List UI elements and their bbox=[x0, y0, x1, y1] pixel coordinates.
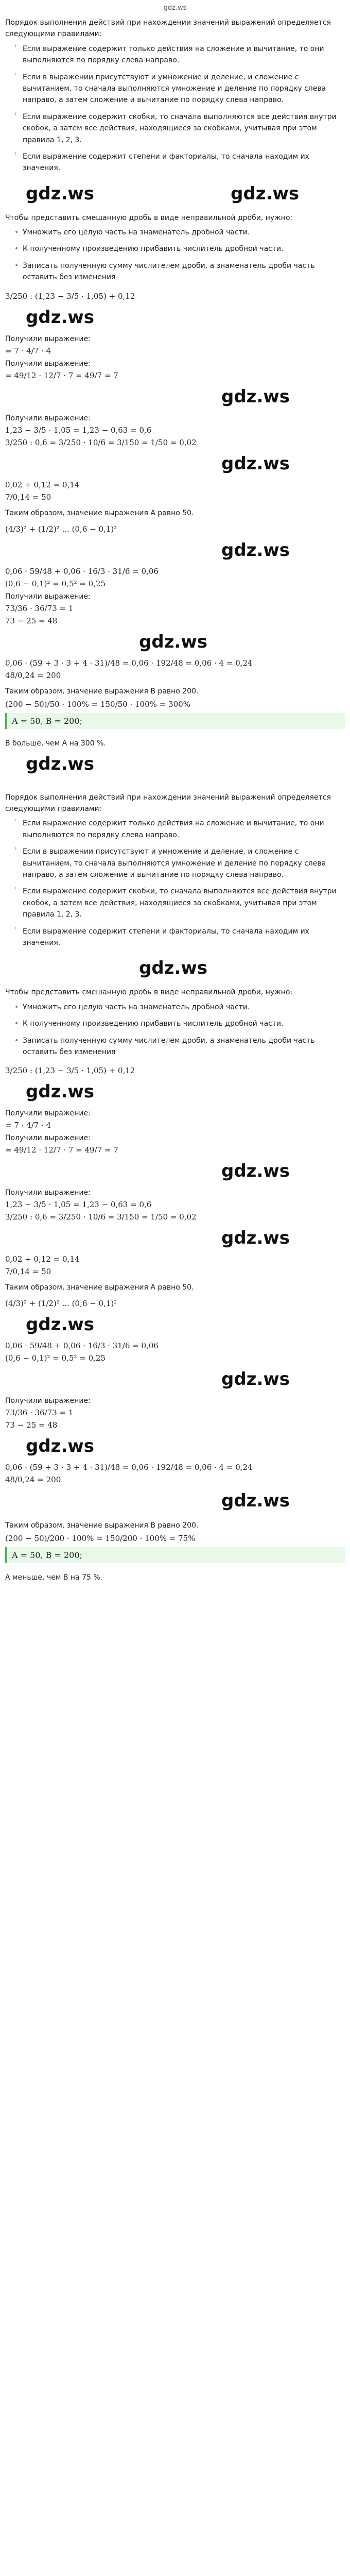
watermark: gdz.ws bbox=[26, 753, 95, 774]
watermark: gdz.ws bbox=[221, 1490, 290, 1512]
rule-item: ¹ Если выражение содержит скобки, то сначала выполняются все действия внутри скобок, а затем все действия, находящиеся за скобками, учитывая при этом правила 1, 2, 3. bbox=[14, 111, 345, 146]
rule-item: ¹ Если выражение содержит степени и факториалы, то сначала находим их значения. bbox=[14, 151, 345, 174]
fraction-intro: Чтобы представить смешанную дробь в виде неправильной дроби, нужно: bbox=[5, 988, 293, 997]
step-item: • Записать полученную сумму числителем дроби, а знаменатель дроби часть оставить без изменения bbox=[14, 1035, 345, 1058]
answer-box bbox=[5, 713, 345, 729]
section-two bbox=[5, 792, 345, 1582]
math-line: 7/0,14 = 50 bbox=[5, 492, 51, 502]
watermark: gdz.ws bbox=[26, 1436, 95, 1457]
watermark: gdz.ws bbox=[26, 307, 95, 328]
got-label: Получили выражение: bbox=[5, 592, 91, 601]
math-line: 0,02 + 0,12 = 0,14 bbox=[5, 1255, 80, 1264]
math-line: 3/250 : (1,23 − 3/5 · 1,05) + 0,12 bbox=[5, 1066, 135, 1076]
step-item: • Умножить его целую часть на знаменатель дробной части. bbox=[14, 1002, 345, 1013]
got-label: Получили выражение: bbox=[5, 359, 91, 368]
watermark: gdz.ws bbox=[231, 183, 300, 204]
math-line: (0,6 − 0,1)² = 0,5² = 0,25 bbox=[5, 1353, 106, 1363]
watermark: gdz.ws bbox=[221, 1369, 290, 1390]
math-line: 3/250 : (1,23 − 3/5 · 1,05) + 0,12 bbox=[5, 291, 135, 301]
got-label: Получили выражение: bbox=[5, 414, 91, 422]
got-label: Получили выражение: bbox=[5, 1134, 91, 1143]
math-line: = 7 · 4/7 · 4 bbox=[5, 1121, 51, 1130]
math-line: 73/36 · 36/73 = 1 bbox=[5, 603, 74, 613]
math-line: 0,02 + 0,12 = 0,14 bbox=[5, 480, 80, 489]
rules-list bbox=[5, 43, 345, 174]
math-a-block bbox=[5, 1066, 345, 1276]
math-line: 3/250 : 0,6 = 3/250 · 10/6 = 3/150 = 1/50 = 0,02 bbox=[5, 437, 197, 447]
watermark: gdz.ws bbox=[221, 453, 290, 474]
watermark: gdz.ws bbox=[26, 1314, 95, 1335]
math-line: 0,06 · (59 + 3 · 3 + 4 · 31)/48 = 0,06 · 192/48 = 0,06 · 4 = 0,24 bbox=[5, 658, 253, 668]
math-line: 3/250 : 0,6 = 3/250 · 10/6 = 3/150 = 1/50 = 0,02 bbox=[5, 1212, 197, 1222]
answer-box bbox=[5, 1547, 345, 1563]
rules-list bbox=[5, 818, 345, 948]
percent-line: (200 − 50)/200 · 100% = 150/200 · 100% = 75% bbox=[5, 1534, 196, 1544]
answer-less: A меньше, чем B на 75 %. bbox=[5, 1573, 103, 1582]
math-line: 73 − 25 = 48 bbox=[5, 1420, 58, 1430]
watermark: gdz.ws bbox=[221, 1228, 290, 1249]
math-line: 1,23 − 3/5 · 1,05 = 1,23 − 0,63 = 0,6 bbox=[5, 1200, 152, 1210]
math-line: = 49/12 · 12/7 · 7 = 49/7 = 7 bbox=[5, 1145, 118, 1155]
conclusion-a: Таким образом, значение выражения A равно 50. bbox=[5, 509, 194, 517]
math-line: 0,06 · 59/48 + 0,06 · 16/3 · 31/6 = 0,06 bbox=[5, 1341, 159, 1351]
watermark: gdz.ws bbox=[221, 386, 290, 407]
math-line: (4/3)² + (1/2)² ... (0,6 − 0,1)² bbox=[5, 524, 117, 534]
percent-line: (200 − 50)/50 · 100% = 150/50 · 100% = 300% bbox=[5, 699, 190, 709]
watermark: gdz.ws bbox=[26, 1081, 95, 1103]
answer-text: A = 50, B = 200; bbox=[12, 716, 82, 726]
rule-item: ¹ Если в выражении присутствуют и умножение и деление, и сложение с вычитанием, то сначала выполняются умножение и деление по порядку слева направо, а затем сложение и вычитание по порядку слева направо. bbox=[14, 72, 345, 106]
rule-item: ¹ Если выражение содержит только действия на сложение и вычитание, то они выполняются по порядку слева направо. bbox=[14, 818, 345, 841]
math-line: 48/0,24 = 200 bbox=[5, 1475, 61, 1485]
math-line: = 49/12 · 12/7 · 7 = 49/7 = 7 bbox=[5, 370, 118, 380]
step-item: • Записать полученную сумму числителем дроби, а знаменатель дроби часть оставить без изменения bbox=[14, 260, 345, 283]
math-line: 48/0,24 = 200 bbox=[5, 670, 61, 680]
math-line: 73 − 25 = 48 bbox=[5, 616, 58, 625]
rule-item: ¹ Если в выражении присутствуют и умножение и деление, и сложение с вычитанием, то сначала выполняются умножение и деление по порядку слева направо, а затем сложение и вычитание по порядку слева направо. bbox=[14, 846, 345, 880]
steps-list bbox=[5, 227, 345, 283]
rule-item: ¹ Если выражение содержит степени и факториалы, то сначала находим их значения. bbox=[14, 926, 345, 949]
math-b-block bbox=[5, 1299, 345, 1514]
conclusion-b: Таким образом, значение выражения B равно 200. bbox=[5, 687, 199, 696]
site-header[interactable]: gdz.ws bbox=[163, 4, 187, 12]
got-label: Получили выражение: bbox=[5, 1397, 91, 1405]
math-line: (4/3)² + (1/2)² ... (0,6 − 0,1)² bbox=[5, 1299, 117, 1309]
answer-text: A = 50, B = 200; bbox=[12, 1550, 82, 1561]
math-line: 0,06 · (59 + 3 · 3 + 4 · 31)/48 = 0,06 · 192/48 = 0,06 · 4 = 0,24 bbox=[5, 1463, 253, 1472]
math-a-block bbox=[5, 292, 345, 502]
math-line: 7/0,14 = 50 bbox=[5, 1267, 51, 1277]
math-line: 0,06 · 59/48 + 0,06 · 16/3 · 31/6 = 0,06 bbox=[5, 566, 159, 576]
math-line: (0,6 − 0,1)² = 0,5² = 0,25 bbox=[5, 579, 106, 588]
watermark: gdz.ws bbox=[139, 631, 208, 652]
watermark: gdz.ws bbox=[221, 1161, 290, 1182]
got-label: Получили выражение: bbox=[5, 1189, 91, 1197]
steps-list bbox=[5, 1002, 345, 1058]
fraction-intro: Чтобы представить смешанную дробь в виде неправильной дроби, нужно: bbox=[5, 213, 293, 222]
math-line: = 7 · 4/7 · 4 bbox=[5, 346, 51, 355]
watermark: gdz.ws bbox=[221, 539, 290, 561]
step-item: • К полученному произведению прибавить числитель дробной части. bbox=[14, 1018, 345, 1029]
rule-item: ¹ Если выражение содержит только действия на сложение и вычитание, то они выполняются по порядку слева направо. bbox=[14, 43, 345, 66]
math-b-block bbox=[5, 524, 345, 680]
math-line: 73/36 · 36/73 = 1 bbox=[5, 1408, 74, 1418]
conclusion-b: Таким образом, значение выражения B равно 200. bbox=[5, 1521, 199, 1530]
section-one bbox=[5, 17, 345, 777]
conclusion-a: Таким образом, значение выражения A равно 50. bbox=[5, 1283, 194, 1292]
watermark: gdz.ws bbox=[139, 958, 208, 979]
rule-item: ¹ Если выражение содержит скобки, то сначала выполняются все действия внутри скобок, а затем все действия, находящиеся за скобками, учитывая при этом правила 1, 2, 3. bbox=[14, 886, 345, 920]
watermark: gdz.ws bbox=[26, 183, 95, 204]
math-line: 1,23 − 3/5 · 1,05 = 1,23 − 0,63 = 0,6 bbox=[5, 425, 152, 435]
step-item: • Умножить его целую часть на знаменатель дробной части. bbox=[14, 227, 345, 238]
rules-intro: Порядок выполнения действий при нахождении значений выражений определяется следующими правилами: bbox=[5, 793, 331, 814]
got-label: Получили выражение: bbox=[5, 334, 91, 343]
rules-intro: Порядок выполнения действий при нахождении значений выражений определяется следующими правилами: bbox=[5, 19, 331, 39]
step-item: • К полученному произведению прибавить числитель дробной части. bbox=[14, 243, 345, 255]
got-label: Получили выражение: bbox=[5, 1109, 91, 1118]
answer-more: В больше, чем A на 300 %. bbox=[5, 739, 106, 748]
